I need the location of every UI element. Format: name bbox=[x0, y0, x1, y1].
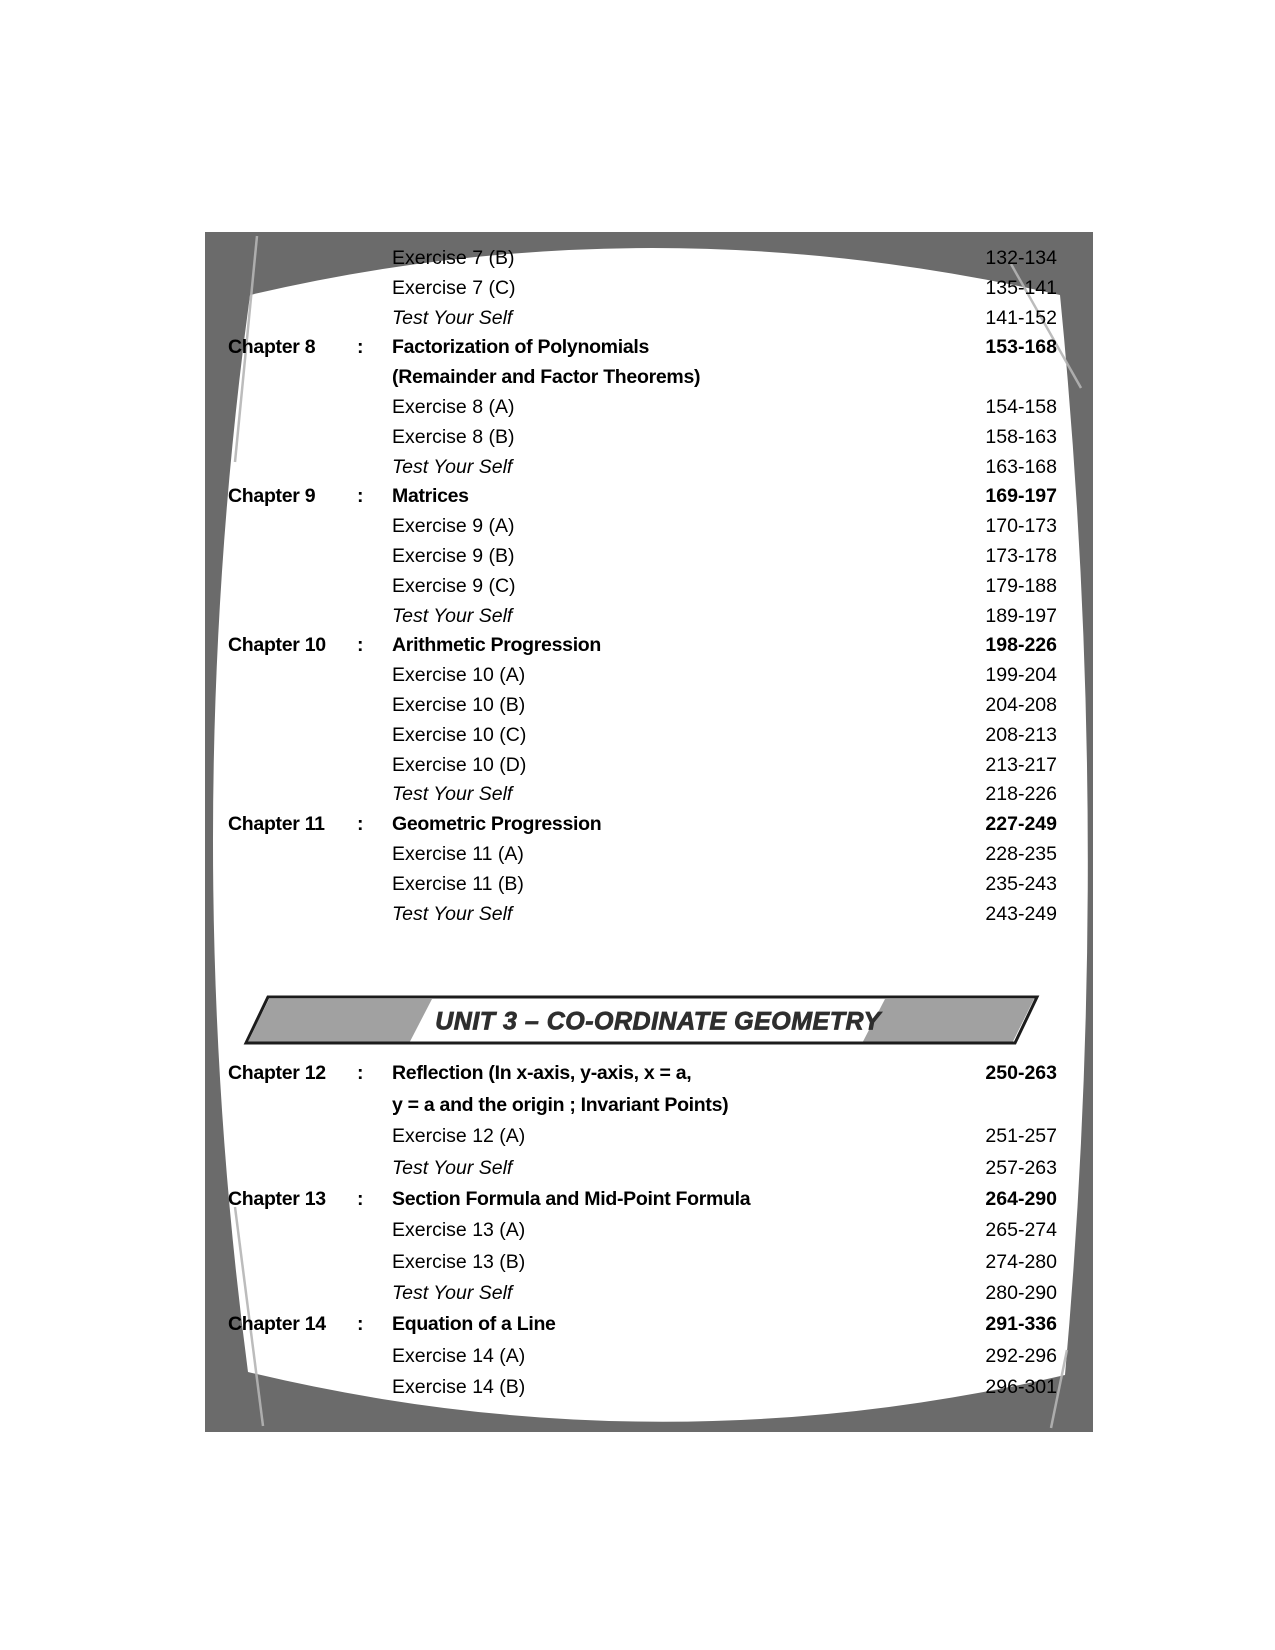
chapter-label: Chapter 8 bbox=[228, 336, 316, 359]
entry-title: Reflection (In x-axis, y-axis, x = a, bbox=[392, 1062, 692, 1085]
chapter-colon: : bbox=[357, 1062, 364, 1085]
toc-row bbox=[205, 423, 1093, 453]
entry-title: Exercise 9 (A) bbox=[392, 515, 515, 538]
toc-row bbox=[205, 840, 1093, 870]
toc-row bbox=[205, 691, 1093, 721]
entry-title: Exercise 7 (B) bbox=[392, 247, 515, 269]
entry-title: Test Your Self bbox=[392, 1156, 513, 1179]
entry-page-range: 141-152 bbox=[985, 306, 1057, 329]
entry-page-range: 153-168 bbox=[985, 336, 1057, 359]
entry-page-range: 154-158 bbox=[985, 395, 1057, 418]
entry-page-range: 169-197 bbox=[985, 485, 1057, 508]
toc-row bbox=[205, 244, 1093, 274]
entry-page-range: 198-226 bbox=[985, 634, 1057, 657]
toc-content bbox=[205, 232, 1093, 1432]
entry-page-range: 189-197 bbox=[985, 604, 1057, 627]
entry-page-range: 135-141 bbox=[985, 276, 1057, 299]
entry-page-range: 292-296 bbox=[985, 1344, 1057, 1367]
entry-page-range: 179-188 bbox=[985, 574, 1057, 597]
toc-row bbox=[205, 304, 1093, 334]
entry-page-range: 257-263 bbox=[985, 1156, 1057, 1179]
entry-page-range: 291-336 bbox=[985, 1313, 1057, 1336]
toc-chapter-row bbox=[205, 1058, 1093, 1089]
entry-title: Exercise 12 (A) bbox=[392, 1125, 526, 1148]
entry-title: Geometric Progression bbox=[392, 813, 602, 836]
chapter-label: Chapter 11 bbox=[228, 813, 325, 836]
chapter-colon: : bbox=[357, 813, 364, 836]
entry-page-range: 265-274 bbox=[985, 1219, 1057, 1242]
entry-title: Test Your Self bbox=[392, 455, 513, 478]
entry-title: Exercise 10 (B) bbox=[392, 693, 526, 716]
entry-title: Test Your Self bbox=[392, 306, 513, 329]
unit-banner-graphic bbox=[240, 995, 1040, 1049]
toc-row bbox=[205, 870, 1093, 900]
chapter-label: Chapter 9 bbox=[228, 485, 316, 508]
toc-section-unit3 bbox=[205, 1058, 1093, 1403]
chapter-label: Chapter 13 bbox=[228, 1187, 326, 1210]
toc-row bbox=[205, 1215, 1093, 1246]
toc-row bbox=[205, 900, 1093, 930]
entry-page-range: 213-217 bbox=[985, 753, 1057, 776]
entry-title: Exercise 14 (B) bbox=[392, 1376, 526, 1399]
banner-left-gray bbox=[248, 999, 432, 1042]
toc-row bbox=[205, 542, 1093, 572]
entry-title: Exercise 14 (A) bbox=[392, 1344, 526, 1367]
toc-row bbox=[205, 1278, 1093, 1309]
toc-row bbox=[205, 602, 1093, 632]
toc-row bbox=[205, 274, 1093, 304]
entry-title: Section Formula and Mid-Point Formula bbox=[392, 1187, 751, 1210]
entry-page-range: 218-226 bbox=[985, 783, 1057, 806]
entry-page-range: 173-178 bbox=[985, 544, 1057, 567]
entry-title: Exercise 11 (A) bbox=[392, 842, 524, 865]
unit-banner-title: UNIT 3 – CO-ORDINATE GEOMETRY bbox=[435, 1007, 881, 1036]
chapter-label: Chapter 12 bbox=[228, 1062, 326, 1085]
entry-page-range: 251-257 bbox=[985, 1125, 1057, 1148]
entry-title: Exercise 8 (A) bbox=[392, 395, 515, 418]
entry-page-range: 163-168 bbox=[985, 455, 1057, 478]
chapter-colon: : bbox=[357, 336, 364, 359]
toc-row bbox=[205, 393, 1093, 423]
entry-page-range: 264-290 bbox=[985, 1187, 1057, 1210]
toc-row bbox=[205, 572, 1093, 602]
entry-title: Test Your Self bbox=[392, 783, 513, 806]
toc-chapter-row bbox=[205, 631, 1093, 661]
toc-chapter-row bbox=[205, 1309, 1093, 1340]
entry-title: Exercise 10 (D) bbox=[392, 753, 527, 776]
chapter-colon: : bbox=[357, 1187, 364, 1210]
toc-row bbox=[205, 363, 1093, 393]
toc-chapter-row bbox=[205, 482, 1093, 512]
entry-page-range: 250-263 bbox=[985, 1062, 1057, 1085]
entry-title: Exercise 11 (B) bbox=[392, 872, 524, 895]
entry-page-range: 227-249 bbox=[985, 813, 1057, 836]
toc-row bbox=[205, 1121, 1093, 1152]
entry-title: Equation of a Line bbox=[392, 1313, 556, 1336]
entry-title: y = a and the origin ; Invariant Points) bbox=[392, 1093, 729, 1116]
entry-title: Test Your Self bbox=[392, 902, 513, 925]
entry-page-range: 296-301 bbox=[985, 1376, 1057, 1399]
toc-row bbox=[205, 1090, 1093, 1121]
toc-section-unit2 bbox=[205, 232, 1093, 929]
toc-row bbox=[205, 1341, 1093, 1372]
entry-page-range: 199-204 bbox=[985, 664, 1057, 687]
entry-page-range: 208-213 bbox=[985, 723, 1057, 746]
entry-page-range: 274-280 bbox=[985, 1250, 1057, 1273]
toc-row bbox=[205, 780, 1093, 810]
toc-row bbox=[205, 512, 1093, 542]
toc-chapter-row bbox=[205, 810, 1093, 840]
chapter-label: Chapter 14 bbox=[228, 1313, 326, 1336]
entry-title: Test Your Self bbox=[392, 1282, 513, 1305]
chapter-label: Chapter 10 bbox=[228, 634, 326, 657]
entry-title: Exercise 10 (C) bbox=[392, 723, 527, 746]
entry-title: Arithmetic Progression bbox=[392, 634, 602, 657]
toc-row bbox=[205, 1153, 1093, 1184]
entry-page-range: 132-134 bbox=[985, 247, 1057, 269]
entry-title: Matrices bbox=[392, 485, 469, 508]
entry-page-range: 204-208 bbox=[985, 693, 1057, 716]
entry-page-range: 280-290 bbox=[985, 1282, 1057, 1305]
entry-page-range: 243-249 bbox=[985, 902, 1057, 925]
toc-row bbox=[205, 751, 1093, 781]
entry-title: Exercise 13 (A) bbox=[392, 1219, 526, 1242]
toc-row bbox=[205, 453, 1093, 483]
entry-page-range: 158-163 bbox=[985, 425, 1057, 448]
unit-banner bbox=[240, 995, 1040, 1049]
entry-page-range: 235-243 bbox=[985, 872, 1057, 895]
entry-title: Exercise 8 (B) bbox=[392, 425, 515, 448]
chapter-colon: : bbox=[357, 1313, 364, 1336]
chapter-colon: : bbox=[357, 634, 364, 657]
entry-title: Exercise 7 (C) bbox=[392, 276, 516, 299]
toc-row bbox=[205, 661, 1093, 691]
toc-chapter-row bbox=[205, 1184, 1093, 1215]
toc-row bbox=[205, 721, 1093, 751]
entry-page-range: 228-235 bbox=[985, 842, 1057, 865]
banner-right-gray bbox=[863, 999, 1034, 1042]
toc-row bbox=[205, 1247, 1093, 1278]
entry-title: Test Your Self bbox=[392, 604, 513, 627]
toc-row bbox=[205, 1372, 1093, 1403]
entry-title: Factorization of Polynomials bbox=[392, 336, 650, 359]
entry-title: Exercise 13 (B) bbox=[392, 1250, 526, 1273]
toc-chapter-row bbox=[205, 333, 1093, 363]
entry-title: Exercise 10 (A) bbox=[392, 664, 526, 687]
entry-page-range: 170-173 bbox=[985, 515, 1057, 538]
entry-title: (Remainder and Factor Theorems) bbox=[392, 366, 701, 389]
entry-title: Exercise 9 (C) bbox=[392, 574, 516, 597]
book-page bbox=[205, 232, 1093, 1432]
chapter-colon: : bbox=[357, 485, 364, 508]
entry-title: Exercise 9 (B) bbox=[392, 544, 515, 567]
